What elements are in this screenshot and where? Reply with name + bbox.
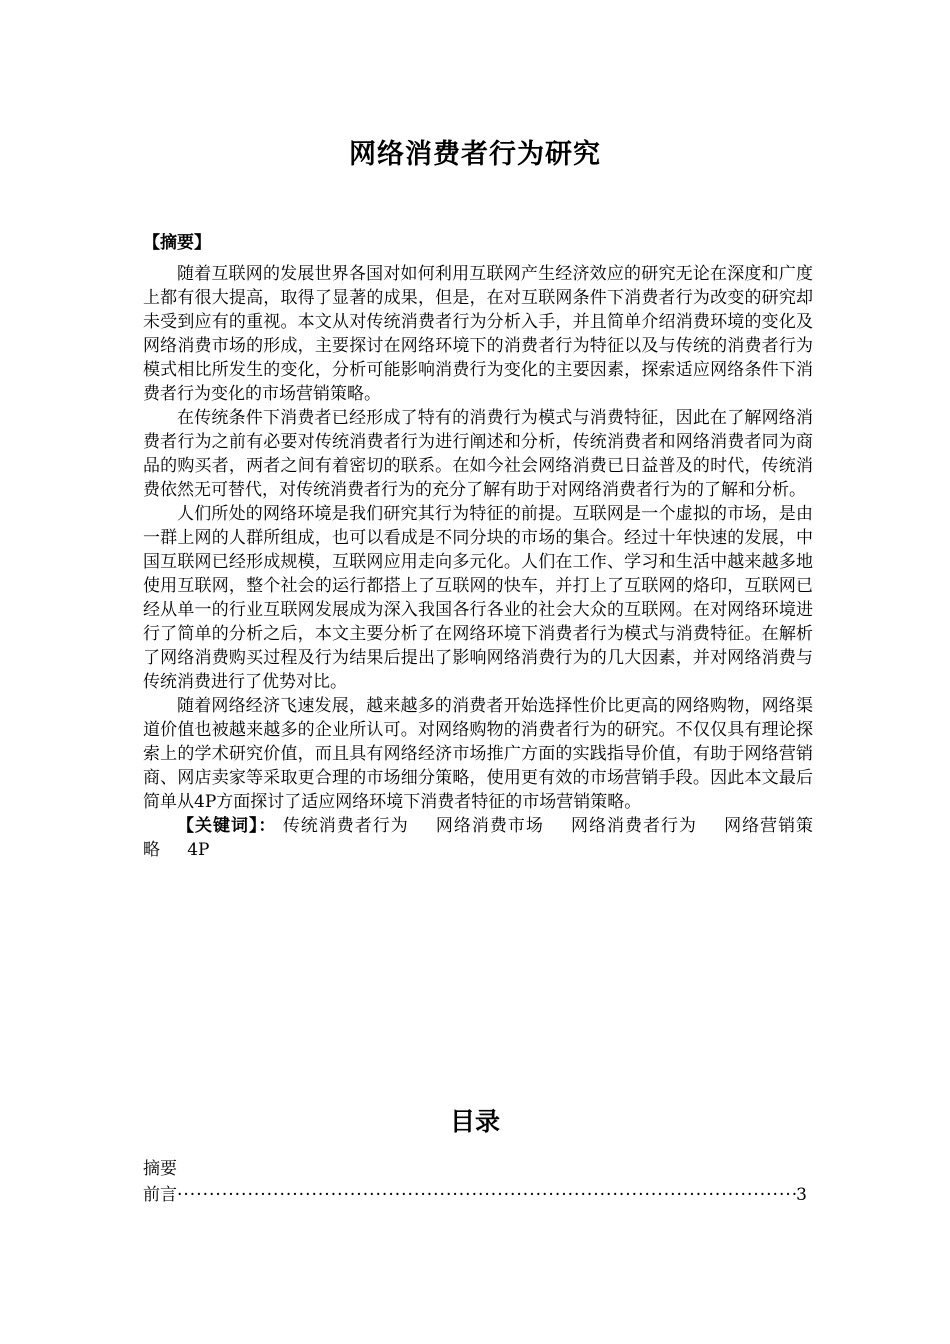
keyword-item: 网络消费市场 (435, 816, 544, 836)
abstract-paragraph-4: 随着网络经济飞速发展，越来越多的消费者开始选择性价比更高的网络购物，网络渠道价值也被越来越多的企业所认可。对网络购物的消费者行为的研究。不仅仅具有理论探索上的学术研究价值，而且具有网络经济市场推广方面的实践指导价值，有助于网络营销商、网店卖家等采取更合理的市场细分策略，使用更有效的市场营销手段。因此本文最后简单从4P方面探讨了适应网络环境下消费者特征的市场营销策略。 (143, 696, 813, 812)
abstract-paragraph-1: 随着互联网的发展世界各国对如何利用互联网产生经济效应的研究无论在深度和广度上都有很大提高，取得了显著的成果，但是，在对互联网条件下消费者行为改变的研究却未受到应有的重视。本文从对传统消费者行为分析入手，并且简单介绍消费环境的变化及网络消费市场的形成，主要探讨在网络环境下的消费者行为特征以及与传统的消费者行为模式相比所发生的变化，分析可能影响消费行为变化的主要因素，探索适应网络条件下消费者行为变化的市场营销策略。 (143, 264, 813, 404)
toc-entry-abstract[interactable] (143, 1156, 807, 1182)
keyword-item: 网络营销策略 (143, 816, 814, 860)
keywords-label: 【关键词】： (177, 816, 277, 836)
table-of-contents (143, 1156, 807, 1208)
abstract-heading: 【摘要】 (143, 233, 211, 253)
keywords-line (143, 814, 813, 862)
toc-entry-preface[interactable] (143, 1182, 807, 1208)
toc-entry-label: 前言 (143, 1185, 177, 1205)
toc-entry-page: 3 (796, 1185, 807, 1205)
keyword-item: 4P (187, 840, 210, 860)
toc-title: 目录 (449, 1107, 500, 1136)
toc-entry-label: 摘要 (143, 1159, 177, 1179)
keyword-item: 传统消费者行为 (282, 816, 409, 836)
abstract-paragraph-3: 人们所处的网络环境是我们研究其行为特征的前提。互联网是一个虚拟的市场，是由一群上网的人群所组成，也可以看成是不同分块的市场的集合。经过十年快速的发展，中国互联网已经形成规模，互联网应用走向多元化。人们在工作、学习和生活中越来越多地使用互联网，整个社会的运行都搭上了互联网的快车，并打上了互联网的烙印，互联网已经从单一的行业互联网发展成为深入我国各行各业的社会大众的互联网。在对网络环境进行了简单的分析之后，本文主要分析了在网络环境下消费者行为模式与消费特征。在解析了网络消费购买过程及行为结果后提出了影响网络消费行为的几大因素，并对网络消费与传统消费进行了优势对比。 (143, 504, 813, 692)
abstract-paragraph-2: 在传统条件下消费者已经形成了特有的消费行为模式与消费特征，因此在了解网络消费者行为之前有必要对传统消费者行为进行阐述和分析，传统消费者和网络消费者同为商品的购买者，两者之间有着密切的联系。在如今社会网络消费已日益普及的时代，传统消费依然无可替代，对传统消费者行为的充分了解有助于对网络消费者行为的了解和分析。 (143, 408, 813, 500)
document-title: 网络消费者行为研究 (349, 139, 601, 170)
toc-leader-dots (177, 1182, 796, 1208)
keyword-item: 网络消费者行为 (571, 816, 697, 836)
abstract-body (143, 262, 813, 862)
